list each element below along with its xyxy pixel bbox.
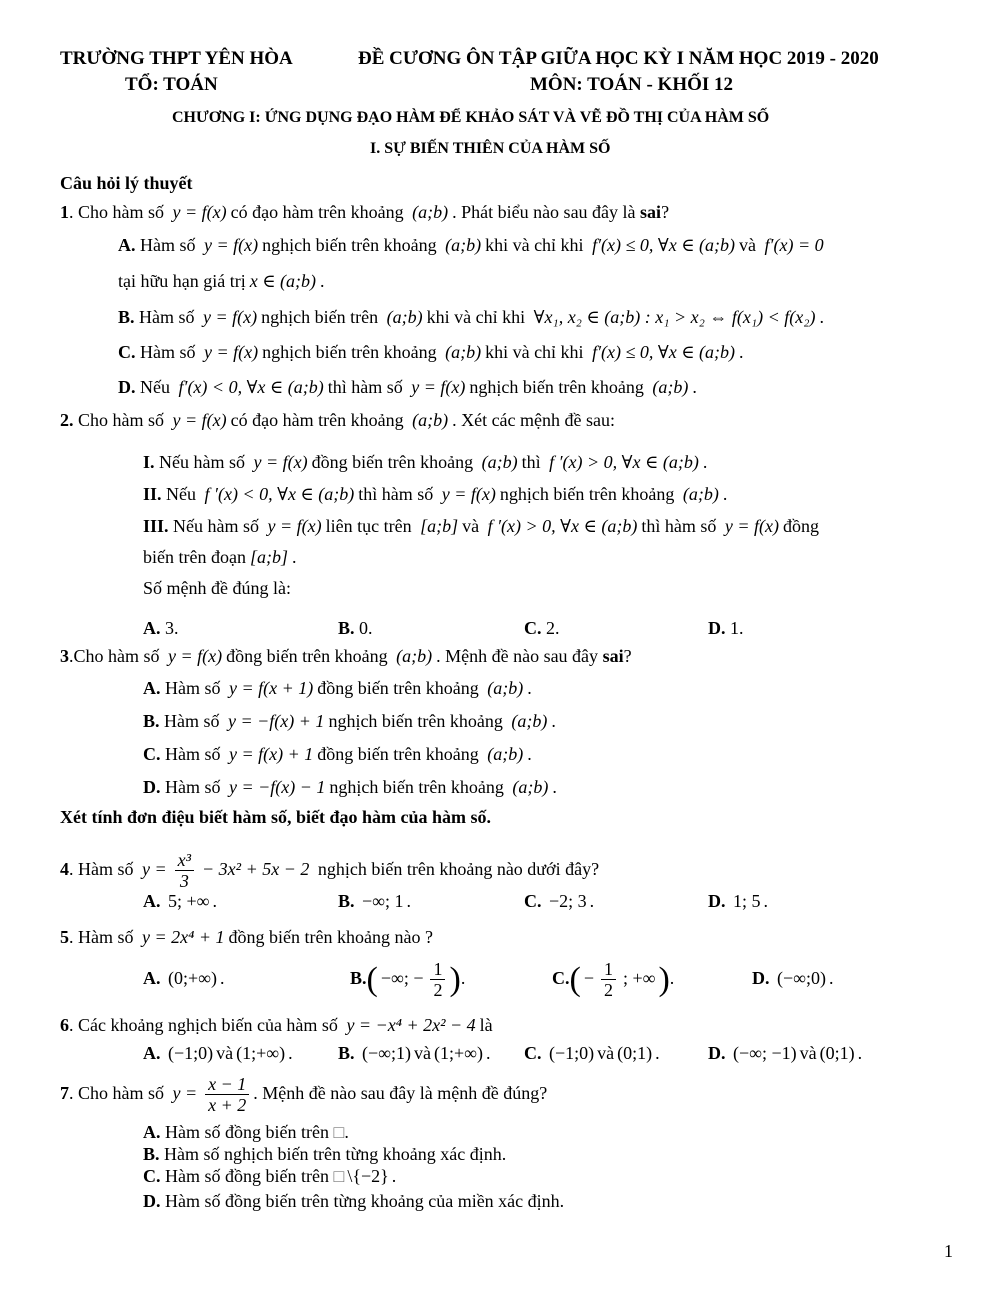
question-7: 7. Cho hàm số y = $\frac{x - 1}{x + 2}$ . Mệnh đề nào sau đây là mệnh đề đúng? [60,1074,548,1116]
q4-option-a: A. 5; +∞ . [143,891,217,911]
q6-option-b: B. (−∞;1) và (1;+∞) . [338,1043,491,1063]
q2-option-c: C. 2. [524,618,560,638]
department: TỔ: TOÁN [125,74,218,95]
school-name: TRƯỜNG THPT YÊN HÒA [60,48,293,69]
section-2-heading: Xét tính đơn điệu biết hàm số, biết đạo hàm của hàm số. [60,807,492,827]
q1-option-a: A. Hàm số y = f(x) nghịch biến trên khoảng (a;b) khi và chỉ khi f′(x) ≤ 0, ∀x ∈ (a;b) và f′(x) = 0 [118,235,824,255]
set-symbol-icon: □ [333,1166,345,1186]
document-title: ĐỀ CƯƠNG ÔN TẬP GIỮA HỌC KỲ I NĂM HỌC 2019 - 2020 [358,48,879,69]
q1-option-c: C. Hàm số y = f(x) nghịch biến trên khoảng (a;b) khi và chỉ khi f′(x) ≤ 0, ∀x ∈ (a;b) . [118,342,744,362]
q2-statement-i: I. Nếu hàm số y = f(x) đồng biến trên khoảng (a;b) thì f ′(x) > 0, ∀x ∈ (a;b) . [143,452,708,472]
q7-option-a: A. Hàm số đồng biến trên □. [143,1122,349,1142]
question-2: 2. Cho hàm số y = f(x) có đạo hàm trên khoảng (a;b) . Xét các mệnh đề sau: [60,410,616,430]
question-3: 3.Cho hàm số y = f(x) đồng biến trên khoảng (a;b) . Mệnh đề nào sau đây sai? [60,646,632,666]
q1-option-d: D. Nếu f′(x) < 0, ∀x ∈ (a;b) thì hàm số y = f(x) nghịch biến trên khoảng (a;b) . [118,377,697,397]
q4-fraction: $\frac{\text{x³}}{3}$ [175,850,194,891]
q5-option-c: C.( − $\frac{1}{2}$ ; +∞). [552,959,675,1001]
q5-option-a: A. (0;+∞) . [143,968,225,988]
q5-option-b: B.( −∞; − $\frac{1}{2}$ ). [350,959,466,1001]
q7-fraction: $\frac{x - 1}{x + 2}$ [205,1074,249,1115]
question-1: 1. Cho hàm số y = f(x) có đạo hàm trên khoảng (a;b) . Phát biểu nào sau đây là sai? [60,202,670,222]
q2-statement-iii: III. Nếu hàm số y = f(x) liên tục trên [a;b] và f ′(x) > 0, ∀x ∈ (a;b) thì hàm số y = f(x) đồng [143,516,819,536]
q3-option-b: B. Hàm số y = −f(x) + 1 nghịch biến trên khoảng (a;b) . [143,711,556,731]
q1-option-a-cont: tại hữu hạn giá trị x ∈ (a;b) . [118,271,325,291]
q4-option-d: D. 1; 5 . [708,891,769,911]
q3-option-c: C. Hàm số y = f(x) + 1 đồng biến trên khoảng (a;b) . [143,744,532,764]
set-symbol-icon: □ [333,1122,345,1142]
q6-option-c: C. (−1;0) và (0;1) . [524,1043,660,1063]
theory-heading: Câu hỏi lý thuyết [60,173,193,193]
chapter-title: CHƯƠNG I: ỨNG DỤNG ĐẠO HÀM ĐỂ KHẢO SÁT VÀ VẼ ĐỒ THỊ CỦA HÀM SỐ [172,109,770,126]
q7-option-c: C. Hàm số đồng biến trên □ \{−2} . [143,1166,397,1186]
q4-option-c: C. −2; 3 . [524,891,595,911]
q2-option-d: D. 1. [708,618,744,638]
q2-count-prompt: Số mệnh đề đúng là: [143,578,291,598]
q1-option-b: B. Hàm số y = f(x) nghịch biến trên (a;b) khi và chỉ khi ∀x₁, x₂ ∈ (a;b) : x₁ > x₂ ⇔ f(x₁) < f(x₂) . [118,307,824,327]
q3-option-d: D. Hàm số y = −f(x) − 1 nghịch biến trên khoảng (a;b) . [143,777,557,797]
section-title: I. SỰ BIẾN THIÊN CỦA HÀM SỐ [370,140,611,157]
question-6: 6. Các khoảng nghịch biến của hàm số y = −x⁴ + 2x² − 4 là [60,1015,493,1035]
question-4: 4. Hàm số y = $\frac{\text{x³}}{3}$ − 3x² + 5x − 2 nghịch biến trên khoảng nào dưới đây? [60,850,600,892]
q4-option-b: B. −∞; 1 . [338,891,411,911]
question-5: 5. Hàm số y = 2x⁴ + 1 đồng biến trên khoảng nào ? [60,927,433,947]
q5-option-d: D. (−∞;0) . [752,968,834,988]
q7-option-d: D. Hàm số đồng biến trên từng khoảng của miền xác định. [143,1191,565,1211]
q6-option-d: D. (−∞; −1) và (0;1) . [708,1043,863,1063]
subject: MÔN: TOÁN - KHỐI 12 [530,74,734,95]
q2-statement-ii: II. Nếu f ′(x) < 0, ∀x ∈ (a;b) thì hàm số y = f(x) nghịch biến trên khoảng (a;b) . [143,484,728,504]
q2-option-a: A. 3. [143,618,179,638]
page-number: 1 [944,1241,953,1261]
q6-option-a: A. (−1;0) và (1;+∞) . [143,1043,293,1063]
q7-option-b: B. Hàm số nghịch biến trên từng khoảng xác định. [143,1144,507,1164]
q2-statement-iii-cont: biến trên đoạn [a;b] . [143,547,297,567]
q3-option-a: A. Hàm số y = f(x + 1) đồng biến trên khoảng (a;b) . [143,678,532,698]
q2-option-b: B. 0. [338,618,373,638]
